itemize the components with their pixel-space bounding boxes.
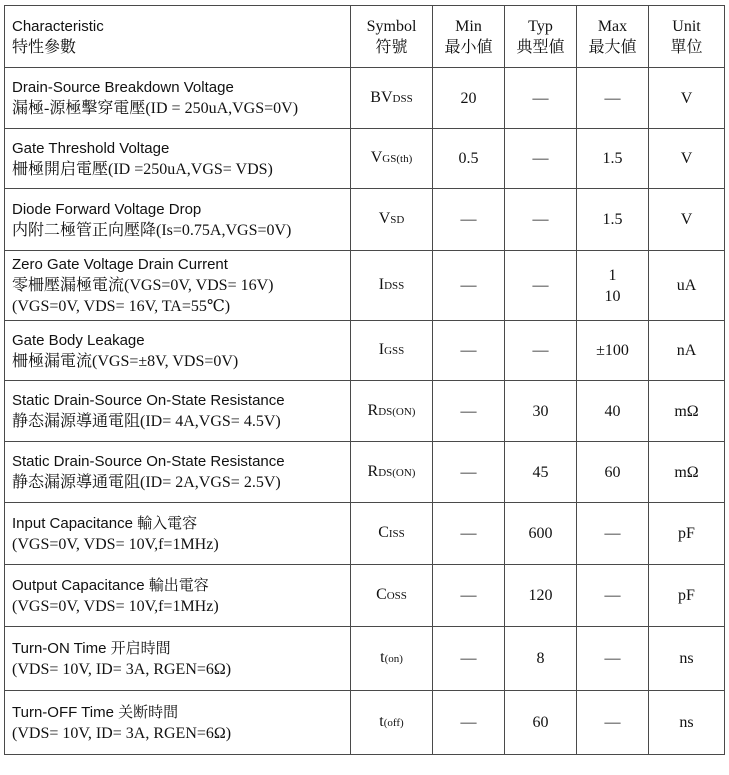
max-cell: 40 — [577, 381, 649, 442]
symbol-cell — [351, 691, 433, 755]
max-cell: 1.5 — [577, 129, 649, 189]
symbol-cell — [351, 627, 433, 691]
symbol-main: R — [367, 462, 379, 480]
electrical-characteristics-table — [4, 5, 725, 755]
typ-cell: 120 — [505, 565, 577, 627]
characteristic-zh: (VGS=0V, VDS= 10V,f=1MHz) — [12, 597, 219, 615]
max-cell: — — [577, 68, 649, 129]
characteristic-cell — [5, 565, 351, 627]
header-min — [433, 6, 505, 68]
min-cell: — — [433, 503, 505, 565]
min-cell: — — [433, 627, 505, 691]
symbol-subscript: SD — [390, 214, 405, 226]
min-cell: — — [433, 442, 505, 503]
characteristic-cell — [5, 691, 351, 755]
characteristic-en: Output Capacitance 輸出電容 — [12, 576, 209, 594]
symbol-cell — [351, 442, 433, 503]
symbol-cell — [351, 503, 433, 565]
symbol-subscript: OSS — [386, 590, 407, 602]
characteristic-cell — [5, 321, 351, 381]
symbol-cell — [351, 189, 433, 251]
symbol-cell — [351, 129, 433, 189]
unit-cell: nA — [649, 321, 725, 381]
typ-cell: — — [505, 251, 577, 321]
table-row — [5, 627, 725, 691]
table-row — [5, 321, 725, 381]
header-unit-en: Unit — [672, 17, 701, 35]
characteristic-en: Diode Forward Voltage Drop — [12, 200, 202, 218]
symbol-subscript: ISS — [388, 528, 405, 540]
min-cell: — — [433, 189, 505, 251]
min-cell: — — [433, 565, 505, 627]
max-value-2: 10 — [604, 287, 621, 305]
table-row — [5, 565, 725, 627]
characteristic-zh: 柵極開启電壓(ID =250uA,VGS= VDS) — [12, 160, 273, 178]
symbol-main: BV — [370, 88, 393, 106]
max-cell: 1.5 — [577, 189, 649, 251]
typ-cell: 45 — [505, 442, 577, 503]
symbol-main: R — [367, 401, 379, 419]
header-typ-zh: 典型値 — [516, 38, 565, 56]
symbol-subscript: DS(ON) — [378, 466, 416, 479]
symbol-subscript: (on) — [384, 653, 403, 665]
unit-cell: pF — [649, 503, 725, 565]
min-cell: 20 — [433, 68, 505, 129]
characteristic-en: Gate Body Leakage — [12, 331, 145, 349]
symbol-subscript: GSS — [384, 345, 405, 357]
unit-cell: V — [649, 189, 725, 251]
typ-cell: 8 — [505, 627, 577, 691]
characteristic-en: Turn-ON Time 开启時間 — [12, 639, 171, 657]
characteristic-zh: (VGS=0V, VDS= 10V,f=1MHz) — [12, 535, 219, 553]
characteristic-zh: (VDS= 10V, ID= 3A, RGEN=6Ω) — [12, 724, 232, 742]
symbol-main: I — [378, 341, 385, 358]
min-cell: — — [433, 251, 505, 321]
characteristic-en: Gate Threshold Voltage — [12, 139, 170, 157]
header-symbol-en: Symbol — [366, 17, 417, 35]
symbol-subscript: DSS — [392, 92, 413, 105]
characteristic-en: Turn-OFF Time 关断時間 — [12, 703, 179, 721]
min-cell: — — [433, 321, 505, 381]
header-max — [577, 6, 649, 68]
characteristic-en: Static Drain-Source On-State Resistance — [12, 392, 285, 409]
characteristic-cell — [5, 627, 351, 691]
typ-cell: 30 — [505, 381, 577, 442]
header-typ-en: Typ — [528, 17, 553, 35]
symbol-cell — [351, 68, 433, 129]
typ-cell: 600 — [505, 503, 577, 565]
table-row — [5, 251, 725, 321]
characteristic-cell — [5, 68, 351, 129]
typ-cell: — — [505, 189, 577, 251]
symbol-cell — [351, 251, 433, 321]
characteristic-en: Zero Gate Voltage Drain Current — [12, 256, 228, 273]
table-row — [5, 442, 725, 503]
characteristic-zh: 漏極-源極擊穿電壓(ID = 250uA,VGS=0V) — [12, 100, 299, 117]
characteristic-zh: 柵極漏電流(VGS=±8V, VDS=0V) — [12, 352, 239, 370]
symbol-subscript: (off) — [383, 717, 404, 729]
characteristic-zh: 静态漏源導通電阻(ID= 4A,VGS= 4.5V) — [12, 413, 281, 430]
symbol-subscript: DSS — [384, 280, 405, 292]
characteristic-cell — [5, 442, 351, 503]
characteristic-cell — [5, 503, 351, 565]
symbol-main: C — [376, 586, 387, 603]
min-cell: — — [433, 381, 505, 442]
unit-cell: pF — [649, 565, 725, 627]
header-symbol — [351, 6, 433, 68]
characteristic-zh: 内附二極管正向壓降(Is=0.75A,VGS=0V) — [12, 221, 292, 239]
characteristic-zh: (VDS= 10V, ID= 3A, RGEN=6Ω) — [12, 660, 232, 678]
min-cell: — — [433, 691, 505, 755]
characteristic-zh: 零柵壓漏極電流(VGS=0V, VDS= 16V) — [12, 277, 274, 294]
header-characteristic-zh: 特性參數 — [12, 38, 77, 56]
symbol-main: C — [378, 524, 389, 541]
characteristic-cell — [5, 381, 351, 442]
header-unit — [649, 6, 725, 68]
symbol-cell — [351, 381, 433, 442]
unit-cell: V — [649, 129, 725, 189]
header-unit-zh: 單位 — [670, 38, 703, 56]
header-row — [5, 6, 725, 68]
unit-cell: mΩ — [649, 381, 725, 442]
max-cell: — — [577, 565, 649, 627]
typ-cell: — — [505, 321, 577, 381]
characteristic-cell — [5, 129, 351, 189]
max-value: 1 — [608, 266, 617, 284]
unit-cell: uA — [649, 251, 725, 321]
header-max-en: Max — [597, 17, 628, 35]
header-min-en: Min — [455, 17, 482, 35]
symbol-main: V — [370, 149, 383, 166]
header-min-zh: 最小値 — [444, 38, 493, 56]
table-row — [5, 68, 725, 129]
unit-cell: mΩ — [649, 442, 725, 503]
characteristic-cell — [5, 189, 351, 251]
typ-cell: — — [505, 68, 577, 129]
symbol-subscript: DS(ON) — [378, 405, 416, 418]
header-max-zh: 最大値 — [588, 38, 637, 56]
characteristic-zh-2: (VGS=0V, VDS= 16V, TA=55℃) — [12, 298, 231, 315]
max-cell: — — [577, 627, 649, 691]
characteristic-en: Drain-Source Breakdown Voltage — [12, 79, 234, 96]
table-row — [5, 129, 725, 189]
typ-cell: 60 — [505, 691, 577, 755]
max-cell: 60 — [577, 442, 649, 503]
table-row — [5, 691, 725, 755]
symbol-cell — [351, 321, 433, 381]
header-symbol-zh: 符號 — [375, 38, 408, 56]
characteristic-zh: 静态漏源導通電阻(ID= 2A,VGS= 2.5V) — [12, 474, 281, 491]
symbol-main: t — [380, 649, 385, 666]
max-cell: — — [577, 691, 649, 755]
min-cell: 0.5 — [433, 129, 505, 189]
characteristic-cell — [5, 251, 351, 321]
unit-cell: ns — [649, 691, 725, 755]
header-characteristic — [5, 6, 351, 68]
table-row — [5, 189, 725, 251]
characteristic-en: Input Capacitance 輸入電容 — [12, 514, 198, 532]
symbol-main: I — [378, 276, 385, 293]
table-row — [5, 381, 725, 442]
max-cell — [577, 251, 649, 321]
table-row — [5, 503, 725, 565]
symbol-main: t — [379, 713, 384, 730]
characteristic-en: Static Drain-Source On-State Resistance — [12, 453, 285, 470]
typ-cell: — — [505, 129, 577, 189]
max-cell: — — [577, 503, 649, 565]
symbol-subscript: GS(th) — [382, 153, 413, 165]
header-characteristic-en: Characteristic — [12, 17, 104, 35]
header-typ — [505, 6, 577, 68]
symbol-cell — [351, 565, 433, 627]
unit-cell: V — [649, 68, 725, 129]
max-cell: ±100 — [577, 321, 649, 381]
unit-cell: ns — [649, 627, 725, 691]
symbol-main: V — [378, 210, 391, 227]
